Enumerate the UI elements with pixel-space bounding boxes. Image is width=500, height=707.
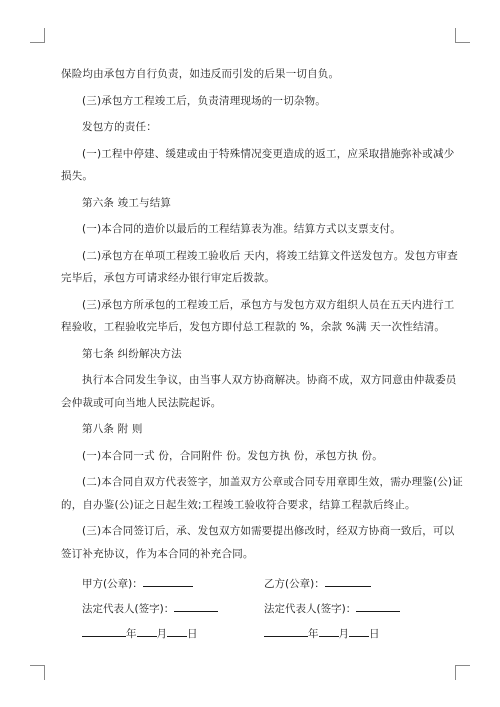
paragraph-settlement-2-line2: 完毕后，承包方可请求经办银行审定后拨款。 <box>61 272 275 284</box>
rep-a-blank <box>174 600 218 612</box>
heading-employer-duties: 发包方的责任： <box>82 121 157 133</box>
date-b-year-label: 年 <box>308 628 319 640</box>
paragraph-dispute-line1: 执行本合同发生争议，由当事人双方协商解决。协商不成，双方同意由仲裁委员 <box>82 374 457 386</box>
date-b-month-blank <box>319 625 339 637</box>
signature-row-seals <box>82 575 422 595</box>
rep-b-label: 法定代表人(签字)： <box>264 603 357 615</box>
contract-body <box>61 63 463 569</box>
paragraph-amend-line2: 签订补充协议，作为本合同的补充合同。 <box>61 547 254 560</box>
paragraph-rework-line2: 损失。 <box>61 170 94 182</box>
paragraph-copies: (一)本合同一式 份，合同附件 份。发包方执 份，承包方执 份。 <box>82 449 383 462</box>
paragraph-settlement-3-line2: 程验收，工程验收完毕后，发包方即付总工程款的 %，余款 %满 天一次性结清。 <box>61 321 446 333</box>
party-b-seal-label: 乙方(公章)： <box>264 578 325 590</box>
heading-article-7: 第七条 纠纷解决方法 <box>82 347 182 360</box>
paragraph-settlement-2-line1: (二)承包方在单项工程竣工验收后 天内，将竣工结算文件送发包方。发包方审查 <box>82 249 458 262</box>
date-a-day-blank <box>167 625 187 637</box>
date-a <box>82 625 198 641</box>
party-a-seal-label: 甲方(公章)： <box>82 578 143 590</box>
paragraph-settlement-3-line1: (三)承包方所承包的工程竣工后，承包方与发包方双方组织人员在五天内进行工 <box>82 298 455 311</box>
rep-b-blank <box>356 600 400 612</box>
paragraph-liability-line: 保险均由承包方自行负责，如违反而引发的后果一切自负。 <box>61 68 340 80</box>
date-b-month-label: 月 <box>338 628 349 640</box>
date-b-year-blank <box>264 625 308 637</box>
date-b-day-blank <box>349 625 369 637</box>
paragraph-clean-site: (三)承包方工程竣工后，负责清理现场的一切杂物。 <box>82 94 326 107</box>
date-a-month-blank <box>137 625 157 637</box>
crop-mark-bottom-right <box>455 665 470 680</box>
crop-mark-top-left <box>30 28 45 43</box>
paragraph-rework-line1: (一)工程中停建、缓建或由于特殊情况变更造成的返工，应采取措施弥补或减少 <box>82 147 455 160</box>
party-b-seal <box>264 575 371 591</box>
crop-mark-bottom-left <box>30 665 45 680</box>
party-b-seal-blank <box>325 575 371 587</box>
date-b-day-label: 日 <box>369 628 380 640</box>
party-a-seal <box>82 575 193 591</box>
heading-article-8: 第八条 附 则 <box>82 423 143 435</box>
date-a-year-label: 年 <box>126 628 137 640</box>
paragraph-dispute-line2: 会仲裁或可向当地人民法院起诉。 <box>61 396 222 409</box>
date-a-day-label: 日 <box>187 628 198 640</box>
heading-article-6: 第六条 竣工与结算 <box>82 196 172 209</box>
paragraph-effective-line2: 的，自办鉴(公)证之日起生效;工程竣工验收符合要求，结算工程款后终止。 <box>61 498 416 511</box>
rep-b <box>264 600 400 616</box>
rep-a-label: 法定代表人(签字)： <box>82 603 175 615</box>
paragraph-amend-line1: (三)本合同签订后，承、发包双方如需要提出修改时，经双方协商一致后，可以 <box>82 525 455 537</box>
paragraph-effective-line1: (二)本合同自双方代表签字，加盖双方公章或合同专用章即生效，需办理鉴(公)证 <box>82 476 463 488</box>
rep-a <box>82 600 218 616</box>
date-a-year-blank <box>82 625 126 637</box>
party-a-seal-blank <box>143 575 193 587</box>
date-a-month-label: 月 <box>156 628 167 640</box>
paragraph-settlement-1: (一)本合同的造价以最后的工程结算表为准。结算方式以支票支付。 <box>82 223 401 235</box>
signature-row-dates <box>82 625 422 645</box>
date-b <box>264 625 380 641</box>
signature-row-representatives <box>82 600 422 620</box>
crop-mark-top-right <box>455 28 470 43</box>
